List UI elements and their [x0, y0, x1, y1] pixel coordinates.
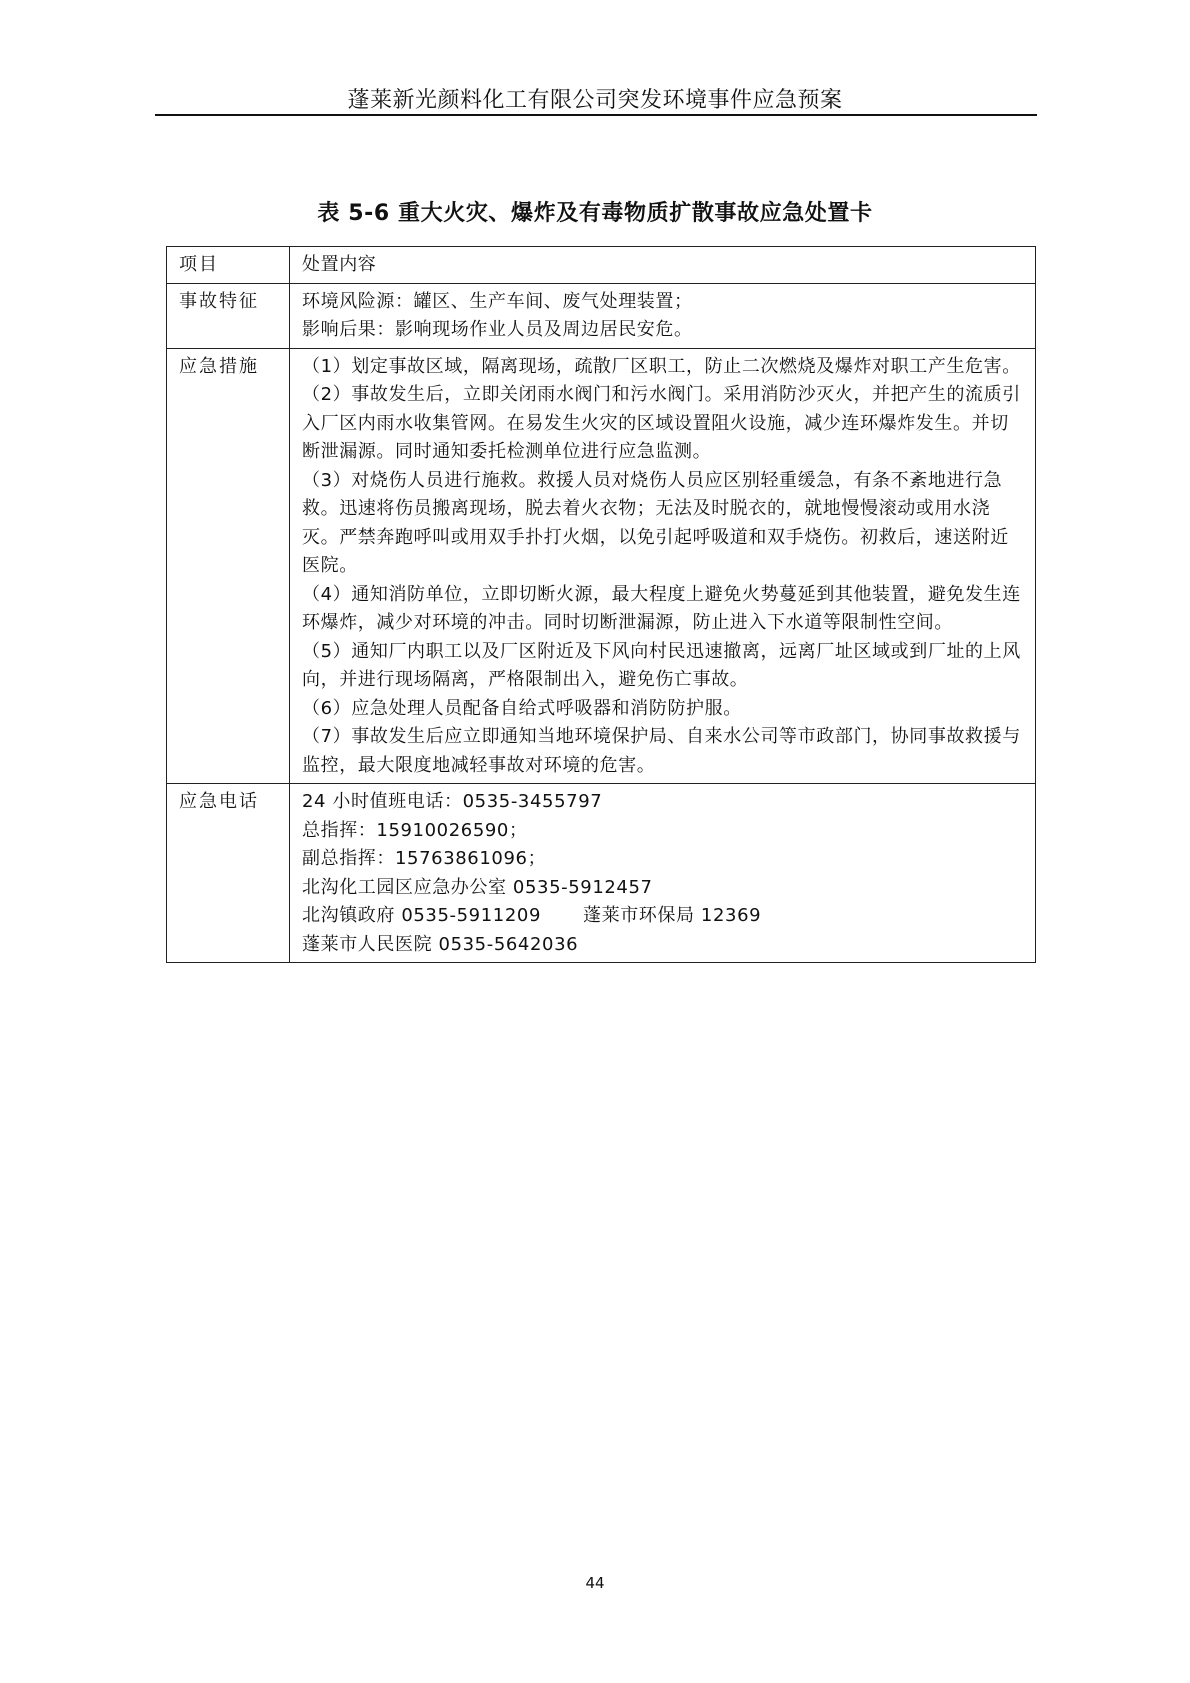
- measure-item-3: （3）对烧伤人员进行施救。救援人员对烧伤人员应区别轻重缓急，有条不紊地进行急救。迅速将伤员搬离现场，脱去着火衣物；无法及时脱衣的，就地慢慢滚动或用水浇灭。严禁奔跑呼叫或用双手扑打火烟，以免引起呼吸道和双手烧伤。初救后，速送附近医院。: [302, 469, 1009, 576]
- measure-item-1: （1）划定事故区域，隔离现场，疏散厂区职工，防止二次燃烧及爆炸对职工产生危害。: [302, 355, 1021, 377]
- table-row-phones: [167, 784, 1036, 963]
- commander-phone-line: 总指挥：15910026590；: [302, 819, 528, 841]
- head-content-cell: 处置内容: [290, 247, 1036, 284]
- measure-item-6: （6）应急处理人员配备自给式呼吸器和消防防护服。: [302, 697, 742, 719]
- measure-item-7: （7）事故发生后应立即通知当地环境保护局、自来水公司等市政部门，协同事故救援与监控，最大限度地减轻事故对环境的危害。: [302, 726, 1021, 776]
- features-content-cell: [290, 283, 1036, 348]
- deputy-phone-line: 副总指挥：15763861096；: [302, 848, 547, 869]
- table-row-measures: [167, 348, 1036, 784]
- measures-label-cell: 应急措施: [167, 348, 290, 784]
- hospital-phone-line: 蓬莱市人民医院 0535-5642036: [302, 933, 579, 955]
- town-gov-phone: 北沟镇政府 0535-5911209: [302, 905, 541, 926]
- park-office-phone-line: 北沟化工园区应急办公室 0535-5912457: [302, 876, 653, 898]
- measure-item-2: （2）事故发生后，立即关闭雨水阀门和污水阀门。采用消防沙灭火，并把产生的流质引入厂区内雨水收集管网。在易发生火灾的区域设置阻火设施，减少连环爆炸发生。并切断泄漏源。同时通知委托检测单位进行应急监测。: [302, 384, 1021, 462]
- impact-line: 影响后果：影响现场作业人员及周边居民安危。: [302, 319, 693, 340]
- measures-content-cell: [290, 348, 1036, 784]
- phones-label-cell: 应急电话: [167, 784, 290, 963]
- features-label-cell: 事故特征: [167, 283, 290, 348]
- running-header: 蓬莱新光颜料化工有限公司突发环境事件应急预案: [347, 88, 843, 113]
- page-number: 44: [585, 1574, 605, 1592]
- head-label-cell: 项目: [167, 247, 290, 284]
- table-row-head: [167, 247, 1036, 284]
- table-title: 表 5-6 重大火灾、爆炸及有毒物质扩散事故应急处置卡: [317, 201, 873, 226]
- duty-phone-line: 24 小时值班电话：0535-3455797: [302, 791, 603, 812]
- table-row-features: [167, 283, 1036, 348]
- town-env-phone-line: [302, 902, 1025, 931]
- phones-content-cell: [290, 784, 1036, 963]
- measure-item-4: （4）通知消防单位，立即切断火源，最大程度上避免火势蔓延到其他装置，避免发生连环爆炸，减少对环境的冲击。同时切断泄漏源，防止进入下水道等限制性空间。: [302, 583, 1021, 633]
- header-rule: [155, 114, 1037, 116]
- emergency-disposal-card: [166, 246, 1036, 963]
- measure-item-5: （5）通知厂内职工以及厂区附近及下风向村民迅速撤离，远离厂址区域或到厂址的上风向，并进行现场隔离，严格限制出入，避免伤亡事故。: [302, 640, 1021, 690]
- risk-source-line: 环境风险源：罐区、生产车间、废气处理装置；: [302, 290, 693, 312]
- env-bureau-phone: 蓬莱市环保局 12369: [583, 905, 762, 926]
